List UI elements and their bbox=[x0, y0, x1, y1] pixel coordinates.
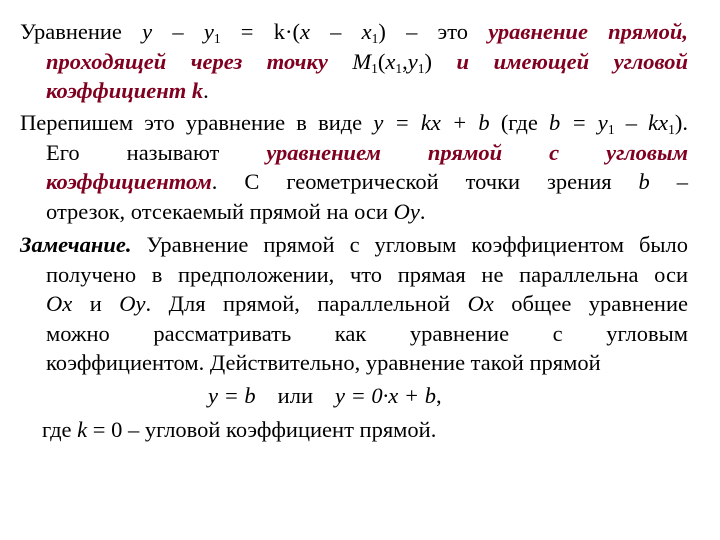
paragraph-conclusion bbox=[42, 415, 682, 445]
text: = 0 – угловой коэффициент прямой. bbox=[87, 417, 437, 442]
paragraph-line-equation bbox=[20, 17, 688, 106]
text-line bbox=[20, 197, 688, 227]
subscript: 1 bbox=[395, 60, 403, 76]
text-line bbox=[20, 47, 688, 77]
text: получено в предположении, что прямая не параллельна оси bbox=[46, 261, 688, 287]
text: ). bbox=[674, 110, 689, 135]
text: Уравнение bbox=[20, 19, 143, 44]
text: . Для прямой, параллельной bbox=[145, 291, 468, 316]
text-line bbox=[20, 319, 688, 349]
equation: y = kx + b bbox=[373, 110, 490, 135]
text: ) – это bbox=[378, 19, 489, 44]
text: . bbox=[203, 78, 209, 103]
subscript: 1 bbox=[371, 31, 379, 47]
text: = k·( bbox=[220, 19, 300, 44]
text-line bbox=[20, 76, 688, 106]
point-M: M bbox=[352, 48, 372, 74]
text: – bbox=[152, 19, 204, 44]
paragraph-slope-form bbox=[20, 108, 688, 226]
text: отрезок, отсекаемый прямой на оси bbox=[46, 198, 394, 224]
text: – bbox=[309, 19, 362, 44]
subscript: 1 bbox=[607, 122, 615, 138]
equation: – kx bbox=[614, 110, 669, 135]
highlighted-term: уравнением прямой с угловым bbox=[266, 139, 688, 165]
axis-ox: Ox bbox=[467, 291, 494, 316]
subscript: 1 bbox=[417, 60, 425, 76]
text: , bbox=[402, 48, 408, 74]
text: где bbox=[42, 417, 78, 442]
subscript: 1 bbox=[371, 60, 378, 76]
equation: y = b bbox=[208, 383, 256, 408]
text: и bbox=[72, 291, 120, 316]
var-y: y bbox=[142, 19, 153, 44]
text-line bbox=[20, 167, 688, 197]
highlighted-term: коэффициент k bbox=[46, 78, 204, 103]
axis-oy: Oy bbox=[119, 291, 146, 316]
text: общее уравнение bbox=[493, 291, 688, 316]
text-line bbox=[20, 230, 688, 260]
text: ) bbox=[424, 48, 457, 74]
text: – bbox=[649, 169, 688, 194]
equation: y = 0·x + b bbox=[334, 383, 436, 408]
text-line bbox=[20, 260, 688, 290]
text: Его называют bbox=[46, 139, 267, 165]
text: Уравнение прямой с угловым коэффициентом было bbox=[131, 232, 688, 257]
text: или bbox=[277, 383, 313, 408]
paragraph-remark bbox=[20, 230, 688, 378]
var-x: x bbox=[385, 48, 396, 74]
var-b: b bbox=[638, 169, 650, 194]
text: можно рассматривать как уравнение с угловым bbox=[46, 320, 688, 346]
subscript: 1 bbox=[213, 31, 221, 47]
var-y1: y bbox=[203, 19, 214, 44]
highlighted-term: уравнение прямой, bbox=[488, 19, 689, 44]
text: Перепишем это уравнение в виде bbox=[20, 110, 374, 135]
axis-ox: Ox bbox=[46, 291, 73, 316]
text: . bbox=[419, 198, 426, 224]
text-line bbox=[20, 289, 688, 319]
text: . С геометрической точки зрения bbox=[211, 169, 639, 194]
highlighted-term: коэффициентом bbox=[46, 169, 212, 194]
var-x1: x bbox=[361, 19, 372, 44]
text: , bbox=[435, 383, 442, 408]
remark-heading: Замечание. bbox=[20, 232, 132, 257]
text: коэффициентом. Действительно, уравнение такой прямой bbox=[46, 350, 601, 375]
subscript: 1 bbox=[668, 122, 675, 138]
text-line bbox=[20, 17, 688, 47]
highlighted-term: проходящей через точку bbox=[46, 48, 353, 74]
highlighted-term: и имеющей угловой bbox=[456, 48, 689, 74]
text-line bbox=[20, 138, 688, 168]
formula-line bbox=[208, 381, 442, 410]
var-x: x bbox=[299, 19, 310, 44]
var-k: k bbox=[77, 417, 88, 442]
text: ( bbox=[377, 48, 386, 74]
axis-oy: Oy bbox=[393, 198, 420, 224]
text-line bbox=[42, 415, 682, 445]
text: (где bbox=[489, 110, 550, 135]
var-y: y bbox=[407, 48, 418, 74]
equation: b = y bbox=[549, 110, 608, 135]
text-line bbox=[20, 108, 688, 138]
text-line bbox=[20, 348, 688, 378]
